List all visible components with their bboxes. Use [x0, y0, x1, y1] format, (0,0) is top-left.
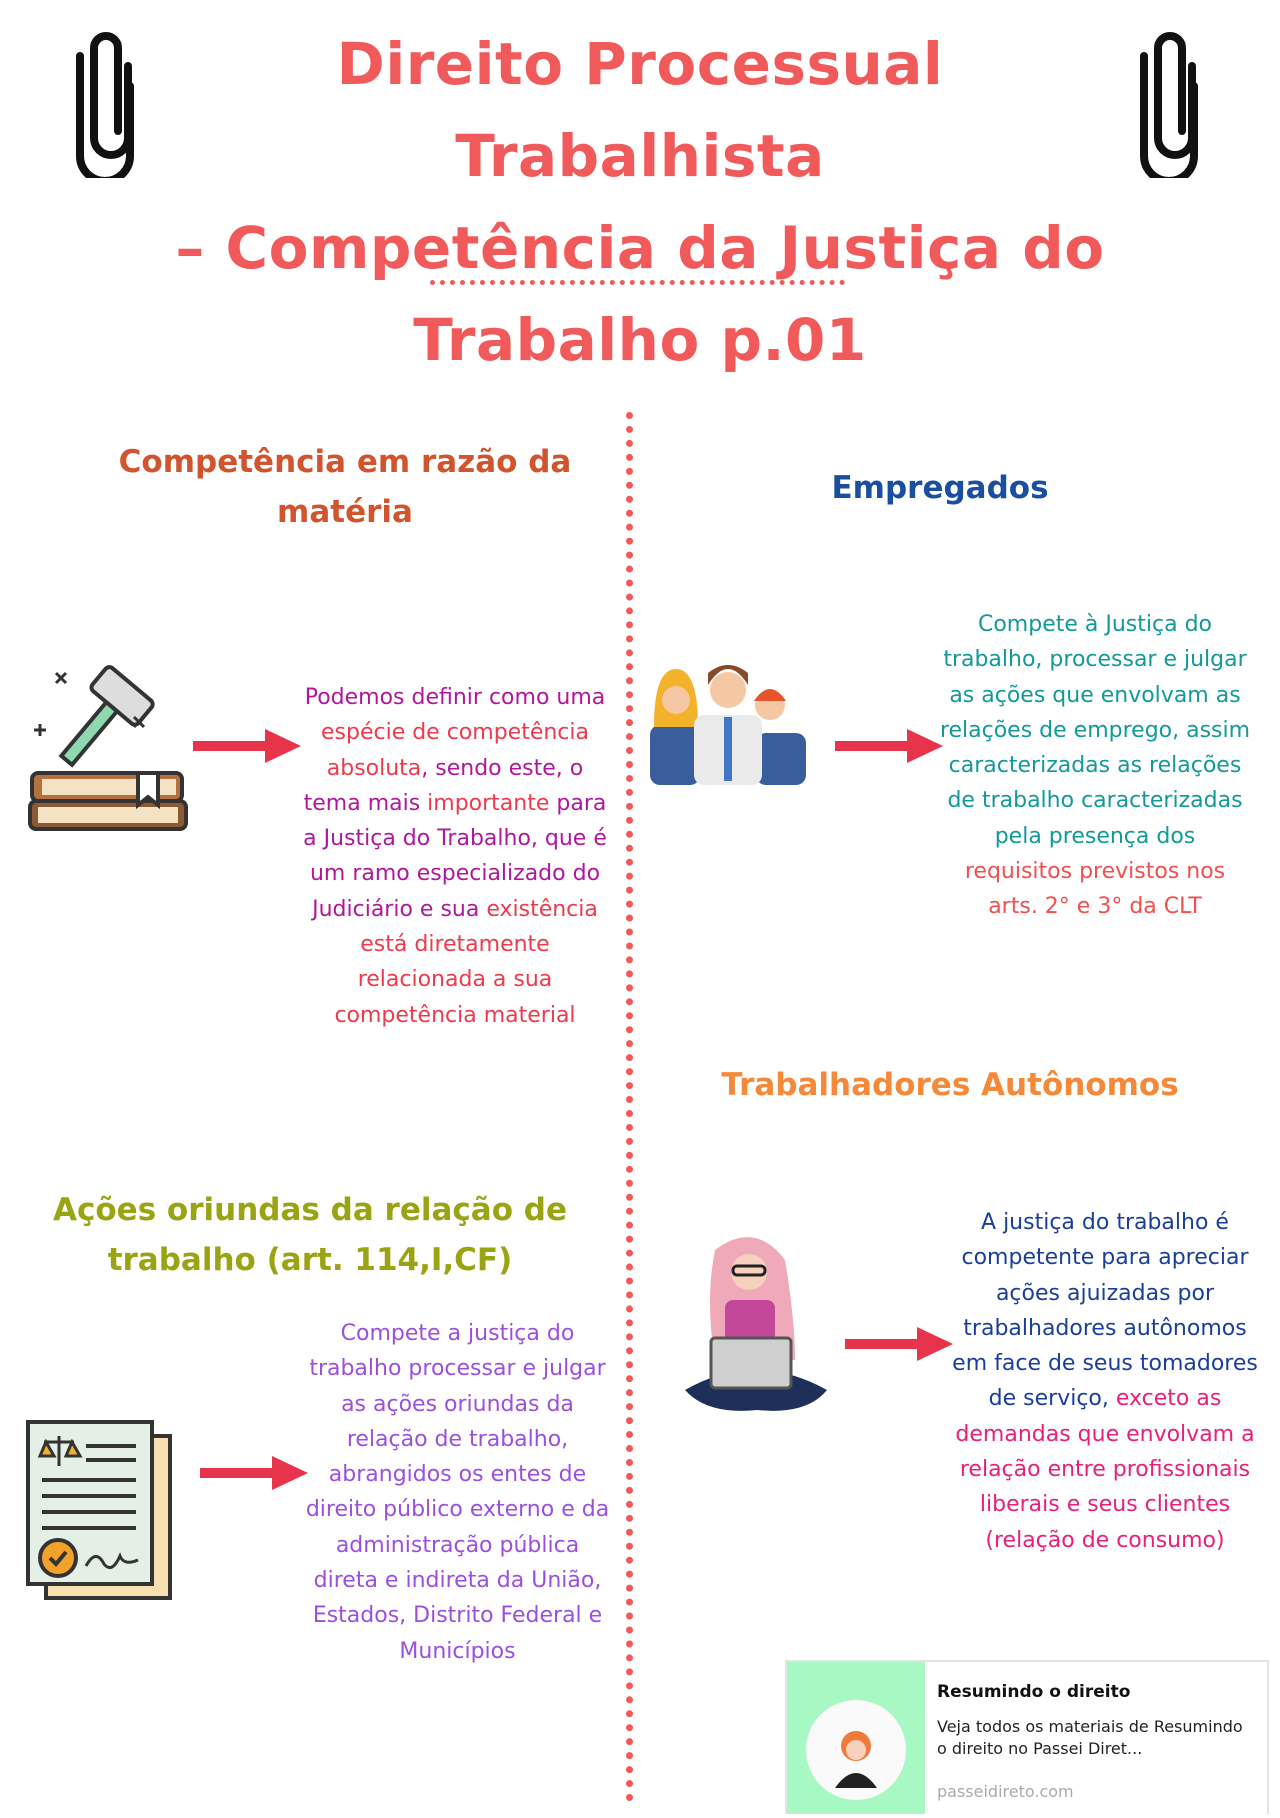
- text-segment: pela presença dos: [994, 823, 1196, 849]
- text-segment: (relação de consumo): [985, 1527, 1225, 1553]
- heading-line: trabalho (art. 114,I,CF): [107, 1242, 513, 1278]
- text-segment: liberais e seus clientes: [979, 1492, 1231, 1518]
- text-segment: administração pública: [335, 1532, 580, 1558]
- paragraph-empregados: [930, 607, 1260, 925]
- text-segment: Compete à Justiça do: [977, 612, 1212, 637]
- paragraph-line: [930, 713, 1260, 748]
- text-segment: para: [549, 790, 607, 816]
- passei-direto-card[interactable]: [785, 1660, 1269, 1814]
- paragraph-line: [930, 854, 1260, 889]
- text-segment: requisitos previstos nos: [964, 859, 1226, 885]
- title-line: Direito Processual Trabalhista: [336, 30, 944, 190]
- paragraph-line: [930, 607, 1260, 642]
- paragraph-acoes: [295, 1316, 620, 1669]
- paragraph-line: [295, 1457, 620, 1492]
- paragraph-line: [930, 642, 1260, 677]
- contract-scales-icon: [24, 1418, 174, 1603]
- text-segment: abrangidos os entes de: [328, 1462, 587, 1488]
- paragraph-line: [295, 1492, 620, 1527]
- card-url[interactable]: passeidireto.com: [937, 1782, 1074, 1801]
- paperclip-icon: [68, 26, 154, 178]
- text-segment: trabalhadores autônomos: [963, 1315, 1247, 1341]
- text-segment: relação entre profissionais: [959, 1457, 1251, 1483]
- paragraph-line: [295, 927, 615, 962]
- text-segment: de serviço,: [988, 1386, 1116, 1412]
- text-segment: relações de emprego, assim: [939, 717, 1251, 743]
- woman-laptop-icon: [675, 1230, 837, 1415]
- arrow-right-icon: [193, 729, 301, 763]
- text-segment: exceto as: [1115, 1386, 1222, 1412]
- card-title[interactable]: Resumindo o direito: [937, 1682, 1131, 1702]
- text-segment: relação de trabalho,: [346, 1426, 569, 1452]
- heading-empregados: [740, 463, 1140, 513]
- people-group-icon: [650, 655, 806, 785]
- text-segment: trabalho, processar e julgar: [943, 647, 1247, 673]
- text-segment: as ações que envolvam as: [949, 682, 1241, 708]
- paragraph-line: [295, 962, 615, 997]
- paragraph-line: [930, 748, 1260, 783]
- heading-acoes: [40, 1185, 580, 1285]
- heading-line: matéria: [277, 494, 413, 530]
- paragraph-line: [295, 1563, 620, 1598]
- paragraph-line: [295, 892, 615, 927]
- paragraph-line: [295, 715, 615, 750]
- paragraph-line: [930, 678, 1260, 713]
- heading-materia: [90, 437, 600, 537]
- paragraph-line: [295, 1598, 620, 1633]
- text-segment: tema mais: [303, 790, 428, 816]
- paragraph-line: [295, 1528, 620, 1563]
- paragraph-line: [940, 1205, 1270, 1240]
- paragraph-autonomos: [940, 1205, 1270, 1558]
- heading-autonomos: [700, 1060, 1200, 1110]
- text-segment: arts. 2° e 3° da CLT: [988, 894, 1202, 920]
- arrow-right-icon: [835, 729, 943, 763]
- text-segment: existência: [486, 896, 598, 922]
- paragraph-line: [940, 1452, 1270, 1487]
- text-segment: direito público externo e da: [305, 1497, 610, 1523]
- text-segment: um ramo especializado do: [309, 861, 601, 887]
- paragraph-line: [940, 1346, 1270, 1381]
- paragraph-line: [940, 1381, 1270, 1416]
- text-segment: Compete a justiça do: [340, 1321, 575, 1346]
- title-underline: [430, 280, 845, 285]
- text-segment: , sendo este, o: [421, 755, 584, 781]
- paragraph-materia: [295, 680, 615, 1033]
- paragraph-line: [295, 1387, 620, 1422]
- text-segment: Municípios: [399, 1638, 516, 1664]
- paragraph-line: [295, 1351, 620, 1386]
- text-segment: importante: [427, 790, 550, 816]
- heading-line: Competência em razão da: [118, 444, 572, 480]
- text-segment: está diretamente: [360, 932, 550, 958]
- text-segment: espécie de competência: [320, 720, 589, 746]
- resumindo-logo-icon: [787, 1662, 925, 1814]
- text-segment: competência material: [334, 1002, 576, 1028]
- text-segment: absoluta: [326, 755, 422, 781]
- paragraph-line: [295, 998, 615, 1033]
- heading-line: Trabalhadores Autônomos: [721, 1067, 1179, 1103]
- text-segment: demandas que envolvam a: [955, 1421, 1255, 1447]
- paragraph-line: [295, 856, 615, 891]
- heading-line: Ações oriundas da relação de: [53, 1192, 567, 1228]
- paragraph-line: [940, 1417, 1270, 1452]
- text-segment: direta e indireta da União,: [313, 1568, 602, 1594]
- page-title: [170, 18, 1110, 386]
- paperclip-icon: [1132, 26, 1218, 178]
- paragraph-line: [930, 783, 1260, 818]
- paragraph-line: [940, 1487, 1270, 1522]
- title-line: – Competência da Justiça do: [175, 214, 1105, 282]
- text-segment: Judiciário e sua: [312, 896, 487, 922]
- arrow-right-icon: [845, 1327, 953, 1361]
- paragraph-line: [295, 821, 615, 856]
- paragraph-line: [930, 889, 1260, 924]
- paragraph-line: [295, 1316, 620, 1351]
- text-segment: trabalho processar e julgar: [309, 1356, 606, 1382]
- paragraph-line: [295, 751, 615, 786]
- text-segment: Estados, Distrito Federal e: [312, 1603, 603, 1629]
- title-line: Trabalho p.01: [413, 306, 867, 374]
- text-segment: ações ajuizadas por: [995, 1280, 1215, 1306]
- card-thumbnail: [787, 1662, 925, 1814]
- arrow-right-icon: [200, 1456, 308, 1490]
- text-segment: Podemos definir como uma: [304, 685, 606, 710]
- paragraph-line: [295, 1634, 620, 1669]
- text-segment: caracterizadas as relações: [948, 753, 1242, 779]
- paragraph-line: [940, 1240, 1270, 1275]
- paragraph-line: [940, 1311, 1270, 1346]
- paragraph-line: [940, 1523, 1270, 1558]
- text-segment: A justiça do trabalho é: [981, 1210, 1229, 1235]
- paragraph-line: [940, 1276, 1270, 1311]
- paragraph-line: [295, 786, 615, 821]
- text-segment: as ações oriundas da: [341, 1391, 574, 1417]
- text-segment: a Justiça do Trabalho, que é: [303, 826, 607, 852]
- gavel-books-icon: [26, 655, 188, 840]
- text-segment: de trabalho caracterizadas: [947, 788, 1243, 814]
- vertical-divider: [626, 412, 633, 1802]
- text-segment: competente para apreciar: [961, 1245, 1249, 1271]
- paragraph-line: [930, 819, 1260, 854]
- text-segment: em face de seus tomadores: [952, 1351, 1258, 1377]
- paragraph-line: [295, 1422, 620, 1457]
- heading-line: Empregados: [831, 470, 1049, 506]
- card-description: Veja todos os materiais de Resumindo o direito no Passei Diret...: [937, 1717, 1243, 1758]
- paragraph-line: [295, 680, 615, 715]
- text-segment: relacionada a sua: [357, 967, 553, 993]
